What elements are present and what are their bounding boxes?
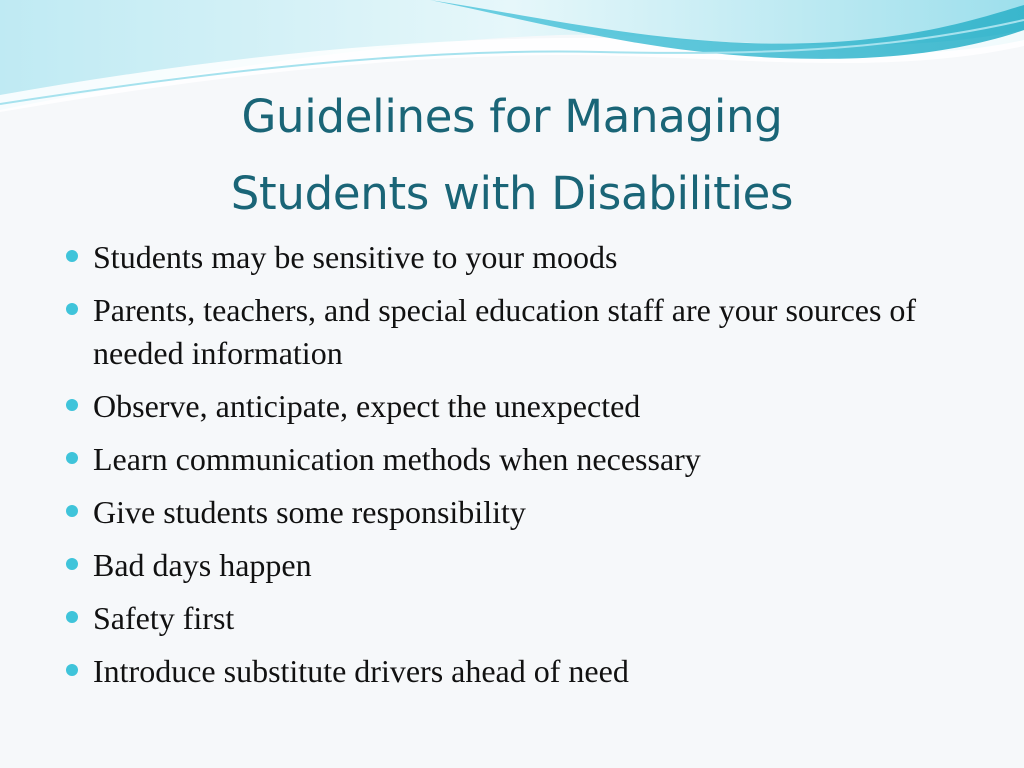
bullet-text: Observe, anticipate, expect the unexpected: [93, 388, 641, 424]
slide-title-line-1: Guidelines for Managing: [241, 90, 783, 143]
bullet-text: Parents, teachers, and special education staff are your sources of needed information: [93, 292, 917, 371]
bullet-text: Bad days happen: [93, 547, 312, 583]
bullet-text: Students may be sensitive to your moods: [93, 239, 618, 275]
bullet-text: Give students some responsibility: [93, 494, 526, 530]
slide-title: [112, 78, 912, 232]
bullet-dot-icon: [66, 611, 78, 623]
bullet-text: Learn communication methods when necessary: [93, 441, 701, 477]
bullet-dot-icon: [66, 303, 78, 315]
bullet-list: [64, 236, 964, 703]
bullet-text: Safety first: [93, 600, 235, 636]
bullet-dot-icon: [66, 558, 78, 570]
bullet-item: [64, 650, 964, 693]
bullet-dot-icon: [66, 452, 78, 464]
bullet-dot-icon: [66, 250, 78, 262]
bullet-item: [64, 236, 964, 279]
slide-title-line-2: Students with Disabilities: [230, 167, 794, 220]
bullet-dot-icon: [66, 505, 78, 517]
bullet-item: [64, 597, 964, 640]
bullet-text: Introduce substitute drivers ahead of need: [93, 653, 629, 689]
bullet-item: [64, 438, 964, 481]
bullet-item: [64, 289, 964, 375]
bullet-item: [64, 491, 964, 534]
bullet-dot-icon: [66, 399, 78, 411]
bullet-item: [64, 544, 964, 587]
bullet-dot-icon: [66, 664, 78, 676]
bullet-item: [64, 385, 964, 428]
